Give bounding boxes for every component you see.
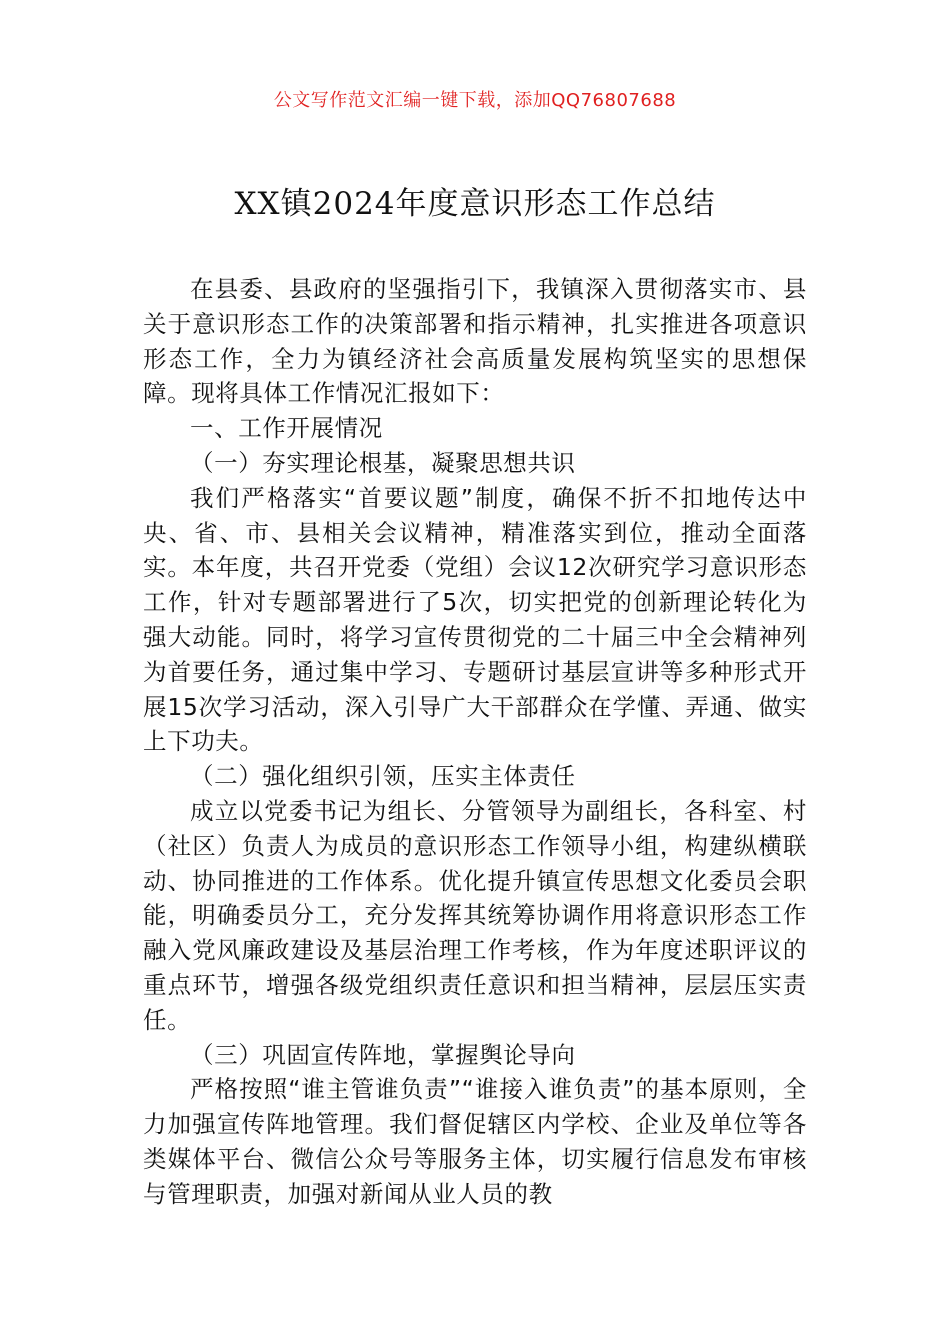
subsection-heading-1: （一）夯实理论根基，凝聚思想共识 <box>190 448 576 477</box>
document-body <box>143 272 807 1212</box>
subsection-body-1: 我们严格落实“首要议题”制度，确保不折不扣地传达中央、省、市、县相关会议精神，精准落实到位，推动全面落实。本年度，共召开党委（党组）会议12次研究学习意识形态工作，针对专题部署进行了5次，切实把党的创新理论转化为强大动能。同时，将学习宣传贯彻党的二十届三中全会精神列为首要任务，通过集中学习、专题研讨基层宣讲等多种形式开展15次学习活动，深入引导广大干部群众在学懂、弄通、做实上下功夫。 <box>143 483 807 756</box>
subsection-body-2: 成立以党委书记为组长、分管领导为副组长，各科室、村（社区）负责人为成员的意识形态工作领导小组，构建纵横联动、协同推进的工作体系。优化提升镇宣传思想文化委员会职能，明确委员分工，充分发挥其统筹协调作用将意识形态工作融入党风廉政建设及基层治理工作考核，作为年度述职评议的重点环节，增强各级党组织责任意识和担当精神，层层压实责任。 <box>143 796 807 1034</box>
subsection-body-3: 严格按照“谁主管谁负责”“谁接入谁负责”的基本原则，全力加强宣传阵地管理。我们督促辖区内学校、企业及单位等各类媒体平台、微信公众号等服务主体，切实履行信息发布审核与管理职责，加强对新闻从业人员的教 <box>143 1075 807 1208</box>
subsection-heading-2: （二）强化组织引领，压实主体责任 <box>190 762 576 791</box>
section-heading-1: 一、工作开展情况 <box>190 414 383 443</box>
download-banner: 公文写作范文汇编一键下载，添加QQ76807688 <box>273 90 677 111</box>
intro-paragraph: 在县委、县政府的坚强指引下，我镇深入贯彻落实市、县关于意识形态工作的决策部署和指示精神，扎实推进各项意识形态工作，全力为镇经济社会高质量发展构筑坚实的思想保障。现将具体工作情况汇报如下： <box>143 275 807 408</box>
subsection-heading-3: （三）巩固宣传阵地，掌握舆论导向 <box>190 1040 576 1069</box>
document-title: XX镇2024年度意识形态工作总结 <box>234 186 716 222</box>
